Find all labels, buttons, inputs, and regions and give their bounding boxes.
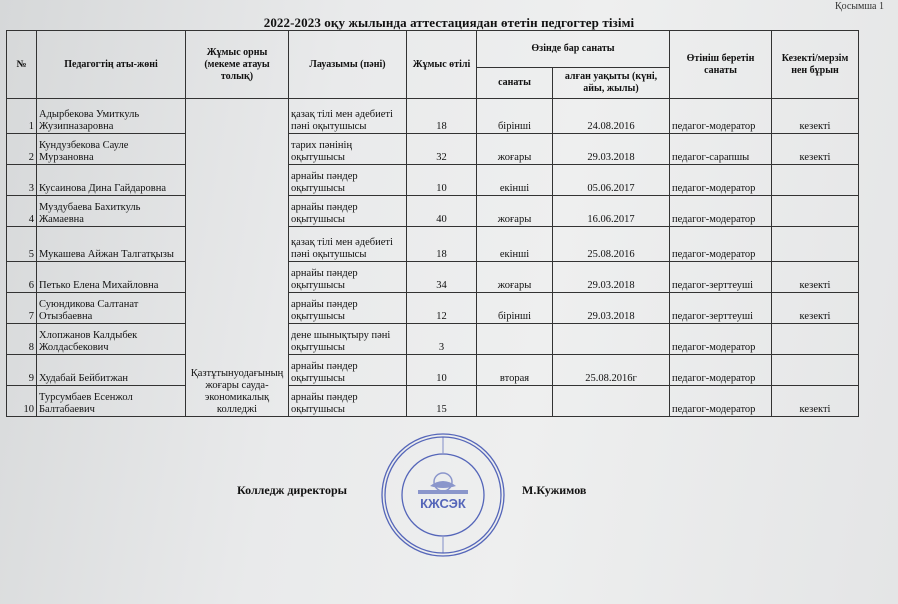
workplace-cell: Қазтұтынуодағының жоғары сауда-экономикалық колледжі bbox=[186, 99, 289, 417]
claimed-category: педагог-модератор bbox=[670, 386, 772, 417]
queue-status: кезекті bbox=[772, 134, 859, 165]
row-number: 7 bbox=[7, 293, 37, 324]
teacher-position: арнайы пәндер оқытушысы bbox=[289, 293, 407, 324]
teacher-position: дене шынықтыру пәні оқытушысы bbox=[289, 324, 407, 355]
queue-status: кезекті bbox=[772, 386, 859, 417]
existing-category: жоғары bbox=[477, 196, 553, 227]
teacher-name: Мукашева Айжан Талгатқызы bbox=[37, 227, 186, 262]
header-category: санаты bbox=[477, 68, 553, 99]
category-received-date: 29.03.2018 bbox=[553, 262, 670, 293]
table-row bbox=[7, 324, 859, 355]
category-received-date bbox=[553, 386, 670, 417]
teacher-name: Кусаинова Дина Гайдаровна bbox=[37, 165, 186, 196]
table-row bbox=[7, 134, 859, 165]
college-stamp bbox=[378, 430, 508, 560]
teacher-position: арнайы пәндер оқытушысы bbox=[289, 196, 407, 227]
queue-status: кезекті bbox=[772, 262, 859, 293]
category-received-date: 29.03.2018 bbox=[553, 293, 670, 324]
queue-status: кезекті bbox=[772, 99, 859, 134]
header-received-date: алған уақыты (күні, айы, жылы) bbox=[553, 68, 670, 99]
teacher-position: арнайы пәндер оқытушысы bbox=[289, 165, 407, 196]
table-body bbox=[7, 99, 859, 417]
category-received-date: 25.08.2016 bbox=[553, 227, 670, 262]
existing-category: бірінші bbox=[477, 99, 553, 134]
header-claimed-category: Өтініш беретін санаты bbox=[670, 31, 772, 99]
existing-category: вторая bbox=[477, 355, 553, 386]
category-received-date: 05.06.2017 bbox=[553, 165, 670, 196]
header-name: Педагогтің аты-жөні bbox=[37, 31, 186, 99]
work-experience: 15 bbox=[407, 386, 477, 417]
row-number: 2 bbox=[7, 134, 37, 165]
table-row bbox=[7, 99, 859, 134]
claimed-category: педагог-модератор bbox=[670, 355, 772, 386]
header-workplace: Жұмыс орны (мекеме атауы толық) bbox=[186, 31, 289, 99]
existing-category bbox=[477, 324, 553, 355]
teacher-name: Адырбекова Умиткуль Жузипназаровна bbox=[37, 99, 186, 134]
document-title: 2022-2023 оқу жылында аттестациядан өтетін педгогтер тізімі bbox=[263, 15, 635, 30]
row-number: 1 bbox=[7, 99, 37, 134]
claimed-category: педагог-модератор bbox=[670, 227, 772, 262]
existing-category: екінші bbox=[477, 165, 553, 196]
signatory-name: М.Кужимов bbox=[522, 483, 587, 497]
work-experience: 10 bbox=[407, 355, 477, 386]
header-position: Лауазымы (пәні) bbox=[289, 31, 407, 99]
queue-status bbox=[772, 227, 859, 262]
claimed-category: педагог-модератор bbox=[670, 99, 772, 134]
teacher-name: Хлопжанов Калдыбек Жолдасбекович bbox=[37, 324, 186, 355]
existing-category: бірінші bbox=[477, 293, 553, 324]
existing-category bbox=[477, 386, 553, 417]
claimed-category: педагог-модератор bbox=[670, 324, 772, 355]
row-number: 8 bbox=[7, 324, 37, 355]
work-experience: 12 bbox=[407, 293, 477, 324]
table-row bbox=[7, 196, 859, 227]
teacher-position: қазақ тілі мен әдебиеті пәні оқытушысы bbox=[289, 227, 407, 262]
claimed-category: педагог-модератор bbox=[670, 196, 772, 227]
queue-status bbox=[772, 355, 859, 386]
teacher-name: Суюндикова Салтанат Отызбаевна bbox=[37, 293, 186, 324]
signatory-title: Колледж директоры bbox=[237, 483, 348, 497]
work-experience: 18 bbox=[407, 99, 477, 134]
category-received-date: 25.08.2016г bbox=[553, 355, 670, 386]
row-number: 10 bbox=[7, 386, 37, 417]
existing-category: жоғары bbox=[477, 134, 553, 165]
teacher-position: тарих пәнінің оқытушысы bbox=[289, 134, 407, 165]
existing-category: жоғары bbox=[477, 262, 553, 293]
header-experience: Жұмыс өтілі bbox=[407, 31, 477, 99]
work-experience: 34 bbox=[407, 262, 477, 293]
work-experience: 18 bbox=[407, 227, 477, 262]
row-number: 6 bbox=[7, 262, 37, 293]
work-experience: 40 bbox=[407, 196, 477, 227]
teacher-position: қазақ тілі мен әдебиеті пәні оқытушысы bbox=[289, 99, 407, 134]
existing-category: екінші bbox=[477, 227, 553, 262]
work-experience: 32 bbox=[407, 134, 477, 165]
stamp-center-text: КЖСЭК bbox=[420, 496, 466, 511]
header-existing-category: Өзінде бар санаты bbox=[477, 31, 670, 68]
category-received-date bbox=[553, 324, 670, 355]
claimed-category: педагог-сарапшы bbox=[670, 134, 772, 165]
row-number: 3 bbox=[7, 165, 37, 196]
teacher-name: Петько Елена Михайловна bbox=[37, 262, 186, 293]
queue-status: кезекті bbox=[772, 293, 859, 324]
row-number: 4 bbox=[7, 196, 37, 227]
row-number: 9 bbox=[7, 355, 37, 386]
claimed-category: педагог-зерттеуші bbox=[670, 262, 772, 293]
claimed-category: педагог-модератор bbox=[670, 165, 772, 196]
teacher-position: арнайы пәндер оқытушысы bbox=[289, 355, 407, 386]
header-no: № bbox=[7, 31, 37, 99]
row-number: 5 bbox=[7, 227, 37, 262]
teacher-name: Худабай Бейбитжан bbox=[37, 355, 186, 386]
category-received-date: 24.08.2016 bbox=[553, 99, 670, 134]
category-received-date: 16.06.2017 bbox=[553, 196, 670, 227]
teacher-name: Муздубаева Бахиткуль Жамаевна bbox=[37, 196, 186, 227]
teacher-position: арнайы пәндер оқытушысы bbox=[289, 262, 407, 293]
teacher-name: Турсумбаев Есенжол Балтабаевич bbox=[37, 386, 186, 417]
category-received-date: 29.03.2018 bbox=[553, 134, 670, 165]
claimed-category: педагог-зерттеуші bbox=[670, 293, 772, 324]
annex-label: Қосымша 1 bbox=[834, 1, 884, 12]
table-row bbox=[7, 293, 859, 324]
header-queue: Кезекті/мерзім нен бұрын bbox=[772, 31, 859, 99]
queue-status bbox=[772, 196, 859, 227]
teacher-name: Кундузбекова Сауле Мурзановна bbox=[37, 134, 186, 165]
table-row bbox=[7, 165, 859, 196]
attestation-table bbox=[6, 30, 859, 417]
table-row bbox=[7, 355, 859, 386]
work-experience: 3 bbox=[407, 324, 477, 355]
table-row bbox=[7, 227, 859, 262]
work-experience: 10 bbox=[407, 165, 477, 196]
queue-status bbox=[772, 324, 859, 355]
table-row bbox=[7, 386, 859, 417]
table-row bbox=[7, 262, 859, 293]
queue-status bbox=[772, 165, 859, 196]
teacher-position: арнайы пәндер оқытушысы bbox=[289, 386, 407, 417]
